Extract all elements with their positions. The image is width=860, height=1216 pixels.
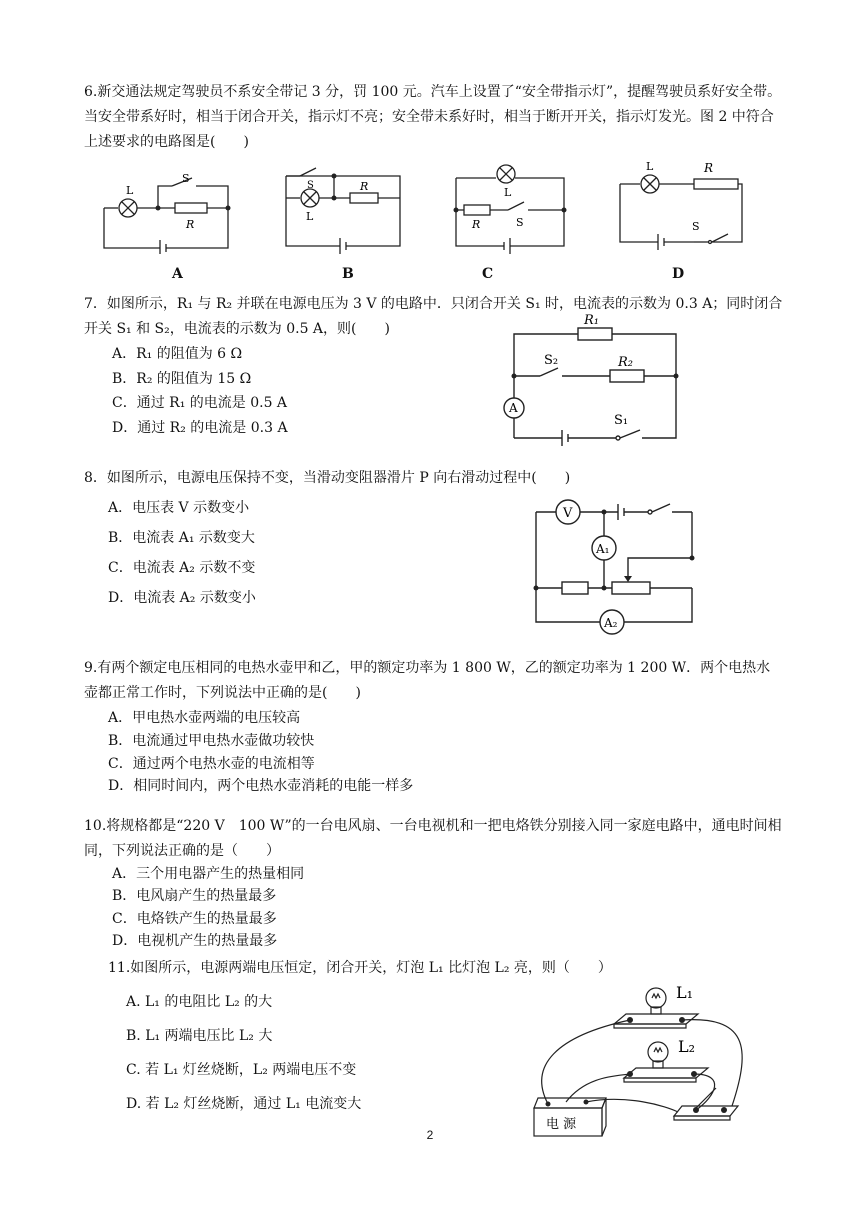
- q7-option-a: A．R₁ 的阻值为 6 Ω: [112, 346, 243, 362]
- q9-option-a: A．甲电热水壶两端的电压较高: [108, 710, 301, 726]
- q6-circuit-c: [450, 160, 574, 254]
- q10-option-c: C．电烙铁产生的热量最多: [112, 911, 277, 927]
- q7-option-c: C．通过 R₁ 的电流是 0.5 A: [112, 395, 288, 411]
- q6d-lamp-label: L: [646, 160, 654, 173]
- q11-circuit: [526, 976, 770, 1140]
- q7-s2-label: S₂: [544, 353, 559, 368]
- q11-l2-label: L₂: [678, 1037, 696, 1056]
- q7-ammeter-label: A: [509, 401, 518, 415]
- q8-option-c: C．电流表 A₂ 示数不变: [108, 560, 256, 576]
- q9-option-d: D．相同时间内，两个电热水壶消耗的电能一样多: [108, 778, 414, 794]
- q8-stem: 8．如图所示，电源电压保持不变，当滑动变阻器滑片 P 向右滑动过程中( ): [84, 470, 571, 486]
- q6d-switch-label: S: [692, 220, 700, 233]
- q6a-resistor-label: R: [186, 218, 195, 231]
- q8-option-a: A．电压表 V 示数变小: [108, 500, 250, 516]
- q11-l1-label: L₁: [676, 983, 694, 1002]
- q6a-lamp-label: L: [126, 184, 134, 197]
- q6c-resistor-label: R: [472, 218, 481, 231]
- q6-circuit-a: [100, 168, 240, 254]
- q11-option-b: B. L₁ 两端电压比 L₂ 大: [126, 1028, 273, 1044]
- page-number: 2: [426, 1128, 434, 1142]
- q11-option-d: D. 若 L₂ 灯丝烧断，通过 L₁ 电流变大: [126, 1096, 362, 1112]
- q6c-switch-label: S: [516, 216, 524, 229]
- q6b-switch-label: S: [307, 180, 314, 191]
- q11-source-label: 电 源: [546, 1117, 577, 1132]
- q9-option-c: C．通过两个电热水壶的电流相等: [108, 756, 315, 772]
- q6-label-a: A: [172, 266, 183, 282]
- q6-stem: 6.新交通法规定驾驶员不系安全带记 3 分，罚 100 元。汽车上设置了“安全带指示灯”，提醒驾驶员系好安全带。当安全带系好时，相当于闭合开关，指示灯不亮；安全带未系好时，相当于断开开关，指示灯发光。图 2 中符合上述要求的电路图是( ): [84, 84, 782, 150]
- q10-option-b: B．电风扇产生的热量最多: [112, 888, 277, 904]
- q6b-lamp-label: L: [306, 210, 314, 223]
- q7-option-d: D．通过 R₂ 的电流是 0.3 A: [112, 420, 288, 436]
- q9-option-b: B．电流通过甲电热水壶做功较快: [108, 733, 315, 749]
- q10-stem: 10.将规格都是“220 V 100 W”的一台电风扇、一台电视机和一把电烙铁分别接入同一家庭电路中，通电时间相同，下列说法正确的是（ ）: [84, 818, 782, 859]
- q8-a2-label: A₂: [604, 616, 618, 630]
- q6-label-d: D: [672, 266, 685, 282]
- q8-option-d: D．电流表 A₂ 示数变小: [108, 590, 256, 606]
- q6b-resistor-label: R: [360, 180, 369, 193]
- q6c-lamp-label: L: [504, 186, 512, 199]
- q8-option-b: B．电流表 A₁ 示数变大: [108, 530, 255, 546]
- q6-label-b: B: [342, 266, 354, 282]
- q11-stem: 11.如图所示，电源两端电压恒定，闭合开关，灯泡 L₁ 比灯泡 L₂ 亮，则（ ）: [108, 960, 612, 976]
- q8-circuit: [528, 496, 700, 640]
- q8-voltmeter-label: V: [563, 506, 573, 521]
- q10-option-d: D．电视机产生的热量最多: [112, 933, 278, 949]
- q7-r2-label: R₂: [618, 355, 633, 370]
- q7-stem: 7．如图所示，R₁ 与 R₂ 并联在电源电压为 3 V 的电路中．只闭合开关 S₁ 时，电流表的示数为 0.3 A；同时闭合开关 S₁ 和 S₂，电流表的示数为 0.5 A，则( ): [84, 296, 783, 337]
- q7-option-b: B．R₂ 的阻值为 15 Ω: [112, 371, 252, 387]
- q6a-switch-label: S: [182, 172, 190, 185]
- q10-option-a: A．三个用电器产生的热量相同: [112, 866, 305, 882]
- q7-r1-label: R₁: [584, 313, 599, 328]
- q6d-resistor-label: R: [704, 161, 714, 175]
- q9-stem: 9.有两个额定电压相同的电热水壶甲和乙，甲的额定功率为 1 800 W，乙的额定功率为 1 200 W．两个电热水壶都正常工作时，下列说法中正确的是( ): [84, 660, 771, 701]
- q6-circuit-b: [280, 160, 410, 254]
- q11-option-c: C. 若 L₁ 灯丝烧断，L₂ 两端电压不变: [126, 1062, 357, 1078]
- q6-label-c: C: [482, 266, 494, 282]
- q7-s1-label: S₁: [614, 413, 629, 428]
- q6-circuit-d: [612, 156, 752, 254]
- q7-circuit: [500, 306, 690, 446]
- q8-a1-label: A₁: [596, 542, 610, 556]
- q11-option-a: A. L₁ 的电阻比 L₂ 的大: [126, 994, 273, 1010]
